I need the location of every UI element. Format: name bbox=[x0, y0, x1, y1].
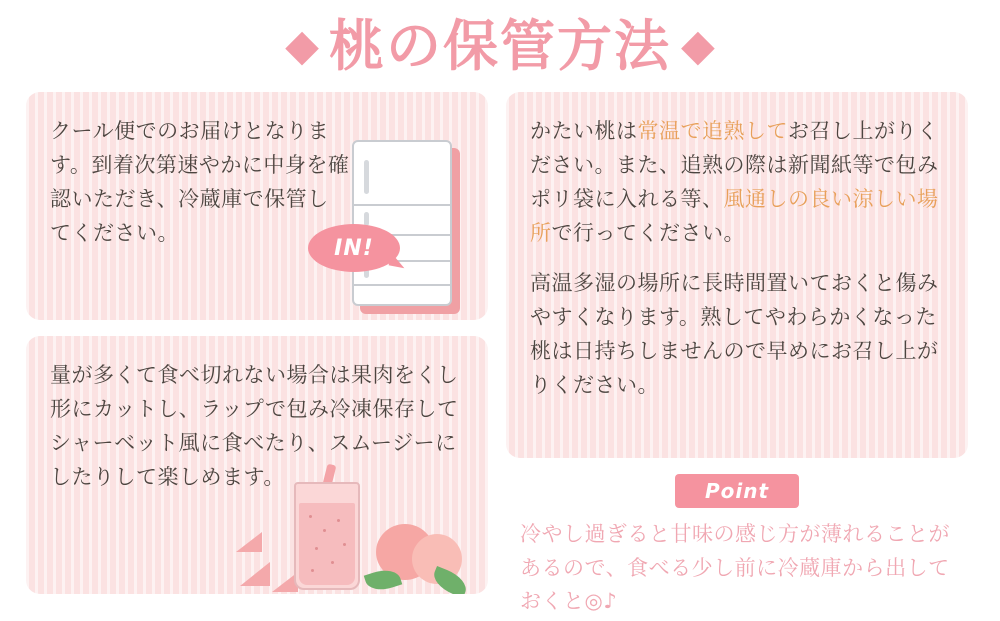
ripening-highlight-a: 常温で追熟して bbox=[637, 119, 788, 143]
diamond-right-icon: ◆ bbox=[681, 20, 715, 71]
point-badge bbox=[675, 474, 799, 508]
delivery-card bbox=[26, 92, 488, 320]
point-text: 冷やし過ぎると甘味の感じ方が薄れることがあるので、食べる少し前に冷蔵庫から出しておくと◎♪ bbox=[520, 522, 950, 614]
point-badge-label: Point bbox=[704, 479, 770, 503]
ripening-text-a: かたい桃は bbox=[530, 119, 638, 143]
ripening-text-b: お召し上がりください。また、追熟の際は新聞紙等で包みポリ袋に入れる等、 bbox=[530, 119, 939, 212]
page-title-text: 桃の保管方法 bbox=[328, 13, 671, 78]
ripening-paragraph-1 bbox=[530, 114, 944, 250]
diamond-left-icon: ◆ bbox=[285, 20, 319, 71]
right-column bbox=[506, 92, 968, 619]
freeze-card bbox=[26, 336, 488, 594]
delivery-paragraph: クール便でのお届けとなります。到着次第速やかに中身を確認いただき、冷蔵庫で保管してください。 bbox=[50, 119, 350, 246]
freeze-paragraph: 量が多くて食べ切れない場合は果肉をくし形にカットし、ラップで包み冷凍保存してシャーベット風に食べたり、スムージーにしたりして楽しめます。 bbox=[50, 363, 459, 490]
ripening-card bbox=[506, 92, 968, 458]
in-bubble-label: IN! bbox=[334, 235, 374, 261]
in-bubble bbox=[308, 224, 400, 272]
left-column bbox=[26, 92, 488, 619]
ripening-text-c: で行ってください。 bbox=[551, 221, 745, 246]
page-title bbox=[0, 0, 1000, 92]
content-columns bbox=[0, 92, 1000, 619]
ripening-highlight-b: 風通しの良い涼しい場所 bbox=[530, 187, 939, 246]
ripening-paragraph-2: 高温多湿の場所に長時間置いておくと傷みやすくなります。熟してやわらかくなった桃は日持ちしませんので早めにお召し上がりください。 bbox=[530, 271, 939, 398]
